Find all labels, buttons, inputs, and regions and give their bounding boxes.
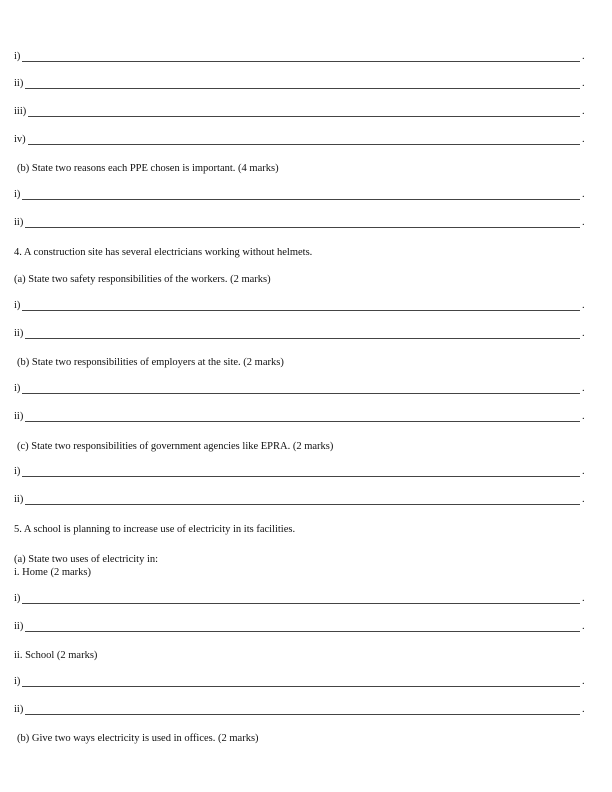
answer-rule[interactable]	[22, 466, 580, 477]
answer-rule[interactable]	[25, 411, 580, 422]
line-end: .	[582, 300, 585, 311]
line-end: .	[582, 383, 585, 394]
line-end: .	[582, 189, 585, 200]
answer-rule[interactable]	[25, 621, 580, 632]
line-end: .	[582, 704, 585, 715]
answer-rule[interactable]	[25, 78, 580, 89]
answer-rule[interactable]	[28, 106, 580, 117]
answer-line-q4a-2[interactable]	[14, 327, 586, 341]
line-end: .	[582, 328, 585, 339]
line-end: .	[582, 78, 585, 89]
answer-label: iii)	[14, 106, 27, 117]
line-end: .	[582, 217, 585, 228]
q4b-prompt: (b) State two responsibilities of employers at the site. (2 marks)	[17, 357, 284, 368]
q5b-prompt: (b) Give two ways electricity is used in offices. (2 marks)	[17, 733, 259, 744]
line-end: .	[582, 593, 585, 604]
answer-label: ii)	[14, 411, 24, 422]
answer-line-q4a-1[interactable]	[14, 299, 586, 313]
answer-rule[interactable]	[22, 383, 580, 394]
answer-label: ii)	[14, 217, 24, 228]
answer-rule[interactable]	[25, 217, 580, 228]
answer-label: i)	[14, 676, 21, 687]
answer-label: ii)	[14, 621, 24, 632]
q5a-prompt: (a) State two uses of electricity in:	[14, 554, 159, 565]
q5a-school-label: ii. School (2 marks)	[14, 650, 98, 661]
answer-rule[interactable]	[22, 300, 580, 311]
answer-line-q3a-3[interactable]	[14, 105, 586, 119]
answer-label: ii)	[14, 328, 24, 339]
q3b-prompt: (b) State two reasons each PPE chosen is important. (4 marks)	[17, 163, 279, 174]
line-end: .	[582, 466, 585, 477]
q4-stem: 4. A construction site has several electricians working without helmets.	[14, 247, 313, 258]
answer-rule[interactable]	[22, 676, 580, 687]
answer-rule[interactable]	[25, 328, 580, 339]
answer-line-q5a-school-2[interactable]	[14, 703, 586, 717]
answer-rule[interactable]	[25, 704, 580, 715]
answer-line-q5a-school-1[interactable]	[14, 675, 586, 689]
answer-line-q5a-home-1[interactable]	[14, 592, 586, 606]
answer-label: i)	[14, 300, 21, 311]
answer-line-q3a-4[interactable]	[14, 133, 586, 147]
answer-label: i)	[14, 466, 21, 477]
answer-label: ii)	[14, 78, 24, 89]
answer-line-q4b-1[interactable]	[14, 382, 586, 396]
answer-label: iv)	[14, 134, 26, 145]
line-end: .	[582, 621, 585, 632]
answer-line-q3a-2[interactable]	[14, 77, 586, 91]
answer-label: ii)	[14, 704, 24, 715]
answer-rule[interactable]	[25, 494, 580, 505]
answer-rule[interactable]	[22, 593, 580, 604]
answer-line-q3b-2[interactable]	[14, 216, 586, 230]
answer-label: i)	[14, 593, 21, 604]
answer-rule[interactable]	[28, 134, 580, 145]
answer-rule[interactable]	[22, 51, 580, 62]
answer-line-q5a-home-2[interactable]	[14, 620, 586, 634]
q4c-prompt: (c) State two responsibilities of government agencies like EPRA. (2 marks)	[17, 441, 334, 452]
line-end: .	[582, 676, 585, 687]
q5a-home-label: i. Home (2 marks)	[14, 567, 91, 578]
line-end: .	[582, 411, 585, 422]
answer-label: i)	[14, 189, 21, 200]
line-end: .	[582, 494, 585, 505]
line-end: .	[582, 106, 585, 117]
answer-label: ii)	[14, 494, 24, 505]
answer-line-q4c-1[interactable]	[14, 465, 586, 479]
answer-line-q3b-1[interactable]	[14, 188, 586, 202]
answer-line-q4c-2[interactable]	[14, 493, 586, 507]
answer-rule[interactable]	[22, 189, 580, 200]
q5-stem: 5. A school is planning to increase use of electricity in its facilities.	[14, 524, 296, 535]
line-end: .	[582, 51, 585, 62]
q4a-prompt: (a) State two safety responsibilities of the workers. (2 marks)	[14, 274, 271, 285]
answer-line-q3a-1[interactable]	[14, 50, 586, 64]
answer-label: i)	[14, 383, 21, 394]
answer-label: i)	[14, 51, 21, 62]
answer-line-q4b-2[interactable]	[14, 410, 586, 424]
line-end: .	[582, 134, 585, 145]
